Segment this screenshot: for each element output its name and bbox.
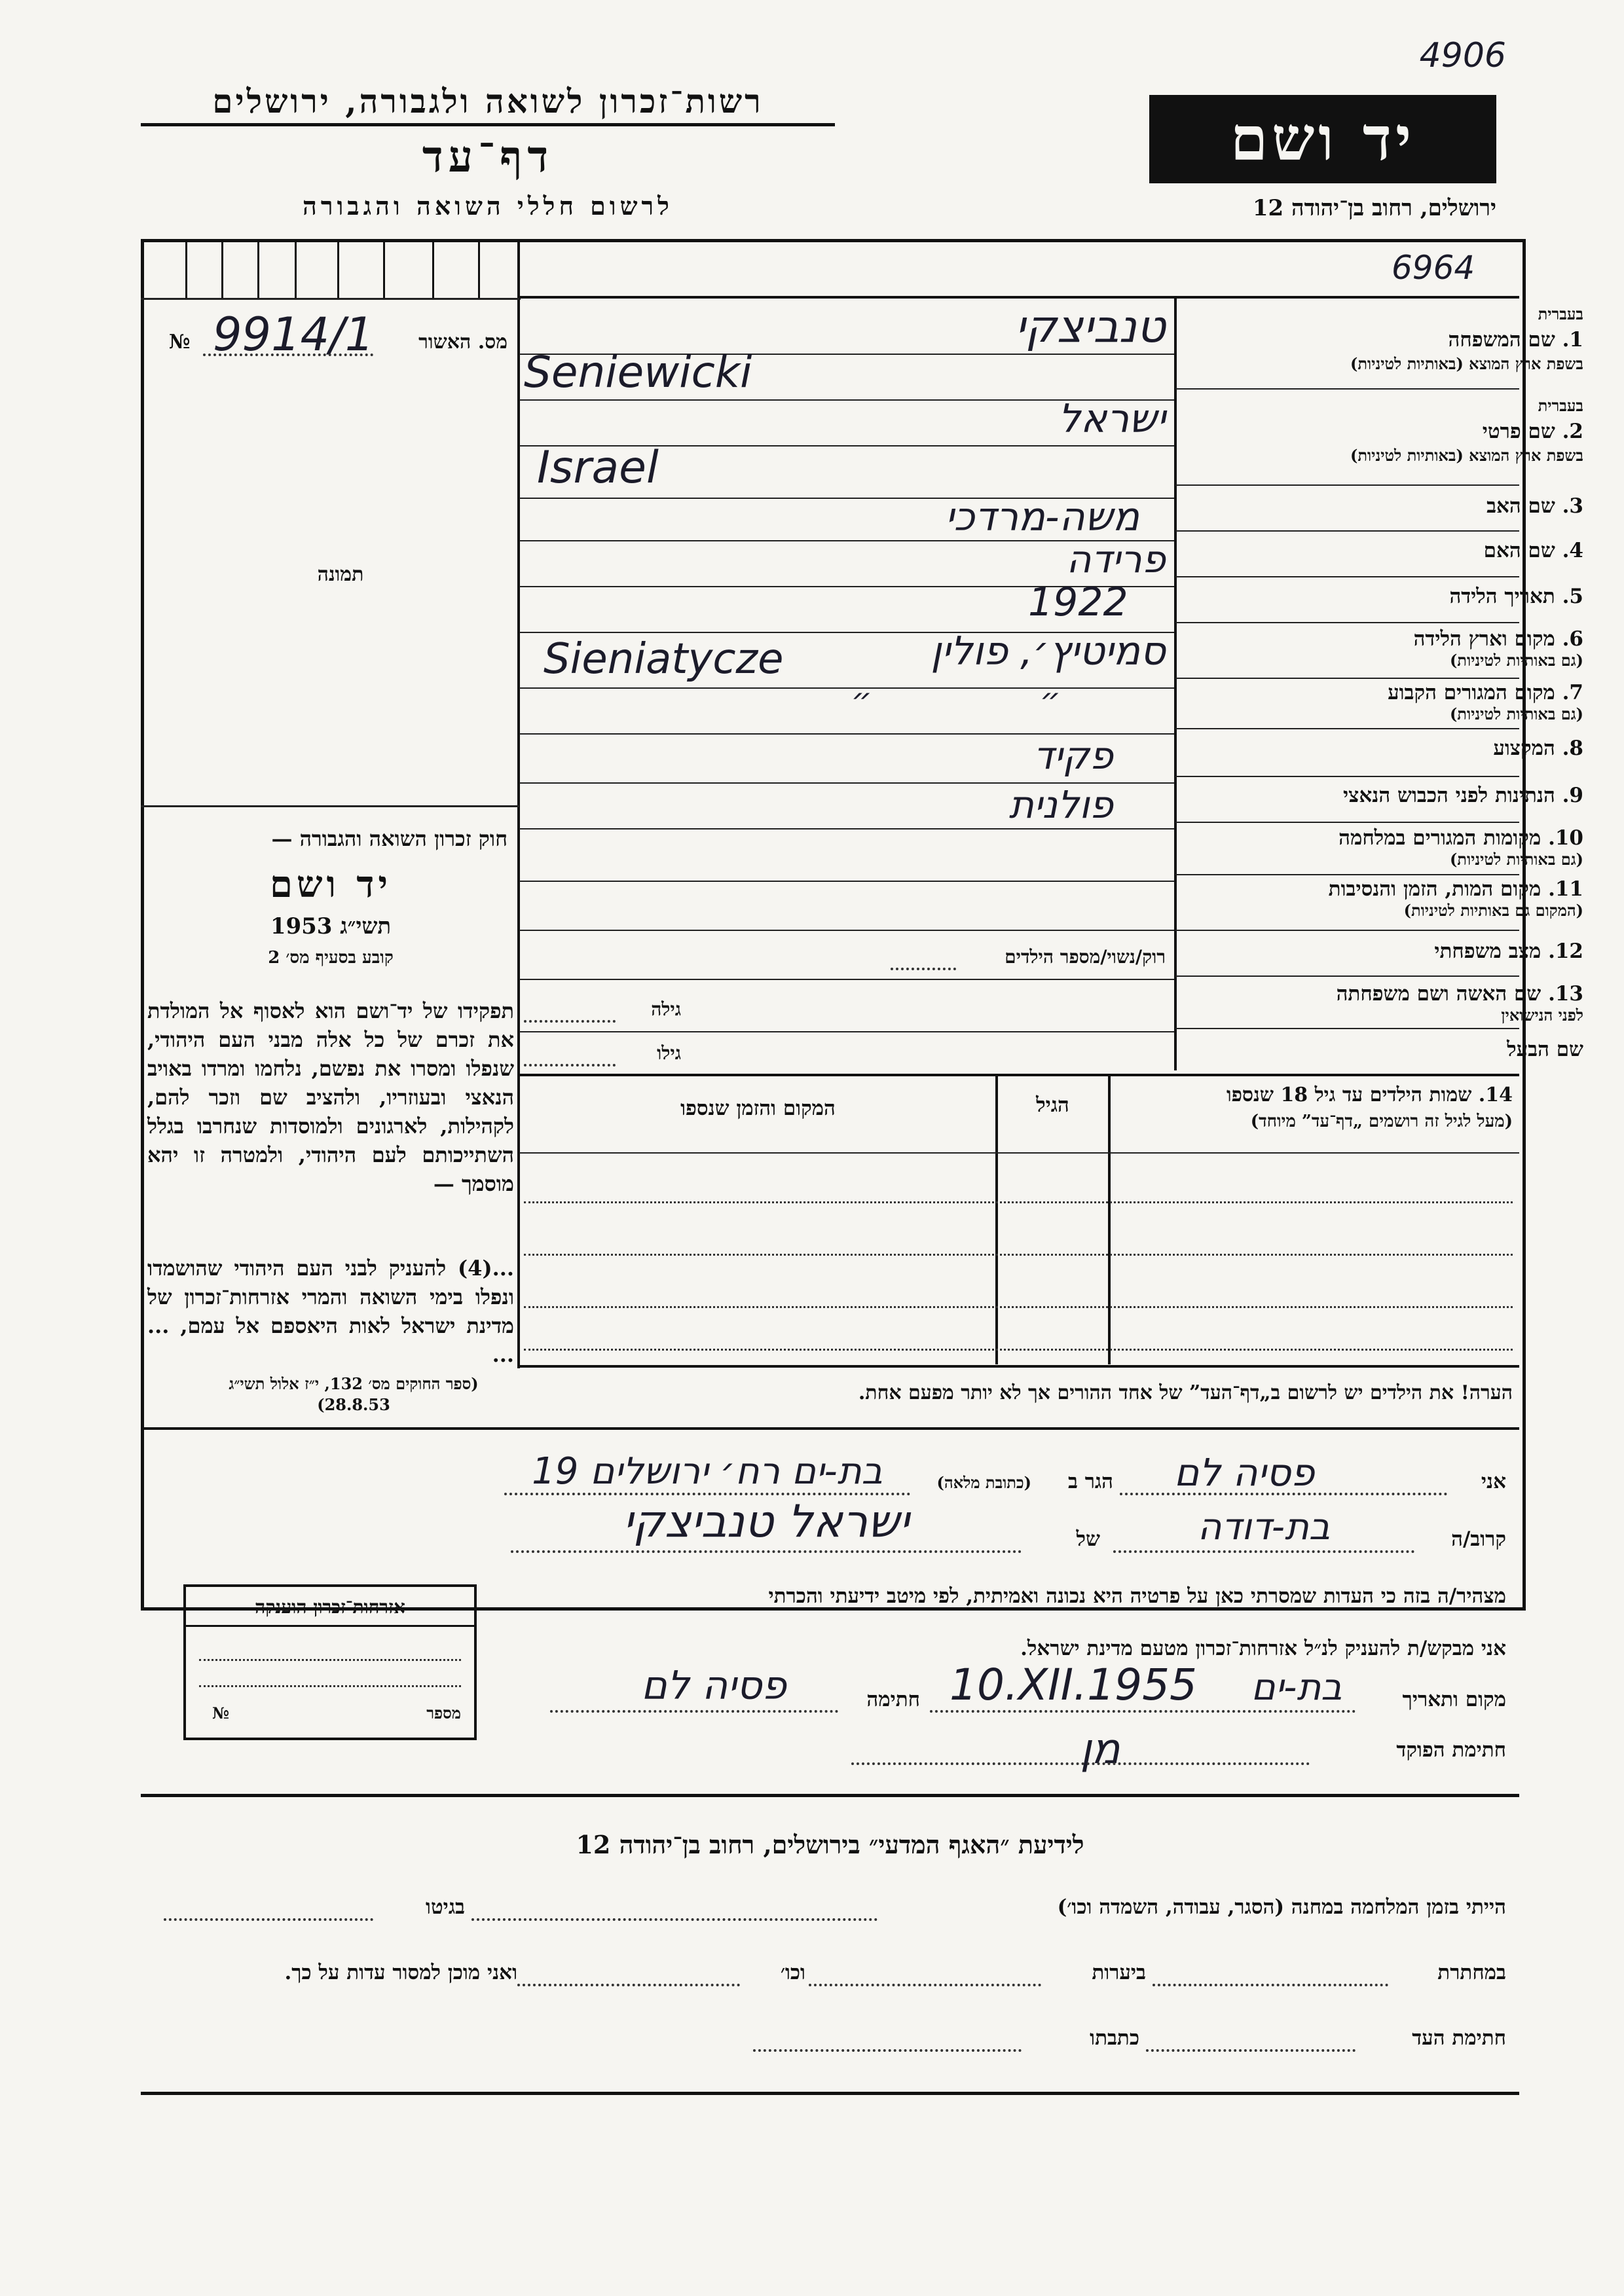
tick [185,241,187,298]
field-3-label-block [1243,494,1583,518]
wife-age-dots [524,1020,616,1023]
row-rule [1175,530,1519,532]
field-2-value-he: ישראל [1058,396,1166,442]
field-10-note: (גם באותיות לטיניות) [1449,850,1583,869]
field-2-label: שם פרטי [1482,420,1555,443]
tick [221,241,223,298]
row-rule [1175,776,1519,777]
decl-place-date-dots [930,1710,1356,1713]
field-5-label-block [1243,585,1583,608]
decl-official-label: חתימת הפוקד [1396,1738,1506,1762]
top-band-rule [519,296,1519,299]
remark-bottom-rule [141,1427,1519,1430]
children-age-header: הגיל [1036,1093,1069,1117]
children-row [524,1201,1513,1203]
footer-underground-label: במחתרת [1437,1961,1506,1984]
law-title: חוק זכרון השואה והגבורה — [271,826,507,851]
field-6-value-he: סמיטיץ׳, פולין [931,629,1166,674]
footer-forests-label: ביערות [1092,1961,1146,1984]
field-9-value: פולנית [1008,782,1113,827]
decl-resides: הגר ב [1067,1470,1113,1493]
row-rule [1175,484,1519,486]
field-6-value-lat: Sieniatycze [544,635,784,683]
field-2-label-block [1243,396,1583,465]
field-12-num: 12. [1548,939,1583,963]
decl-relative: קרוב/ה [1451,1527,1506,1551]
law-clause: קובע בסעיף מס׳ 2 [268,948,394,968]
law-divider [141,805,519,807]
children-header-rule [519,1152,1519,1154]
field-10-title [1243,826,1583,850]
field-1-latin-label: בשפת ארץ המוצא (באותיות לטיניות) [1350,354,1583,373]
decl-relation: בת-דודה [1197,1506,1331,1548]
field-4-num: 4. [1562,539,1583,562]
approval-dots [203,354,373,356]
tick [432,241,434,298]
decl-request: אני מבקש/ת להעניק לנ״ל אזרחות־זכרון מטעם מדינת ישראל. [1020,1637,1506,1660]
row-rule [1175,930,1519,931]
field-11-label-block [1243,877,1583,920]
footer-bottom-rule [141,2092,1519,2095]
field-5-value: 1922 [1028,579,1128,625]
tick [295,241,297,298]
value-rule [519,828,1174,829]
field-10-num: 10. [1548,826,1583,850]
field-12-label-block [1243,939,1583,963]
header-rule [141,123,835,126]
decl-relation-dots [1113,1550,1414,1553]
field-2-num: 2. [1562,420,1583,443]
footer-address-label: כתבתו [1090,2026,1139,2050]
field-4-label-block [1243,539,1583,562]
field-5-label: תאריך הלידה [1449,585,1555,608]
footer-witness-sig-dots [1146,2049,1356,2052]
approval-prefix: № [169,331,191,354]
decl-official-dots [851,1762,1310,1765]
law-year: תשי״ג 1953 [270,913,392,939]
footer-camp-dots [471,1918,877,1921]
children-row [524,1306,1513,1308]
field-1-value-lat: Seniewicki [524,347,752,397]
decl-signature-label: חתימה [866,1688,920,1711]
husband-age-dots [524,1064,616,1066]
value-rule [519,881,1174,882]
header-address: ירושלים, רחוב בן־יהודה 12 [1252,195,1496,221]
field-11-title [1243,877,1583,901]
field-13-label-block [1243,982,1583,1025]
children-col-divider [1108,1076,1111,1364]
value-rule [519,930,1174,931]
field-4-label: שם האם [1483,539,1555,562]
row-rule [1175,388,1519,390]
tick [337,241,339,298]
field-1-hebrew-label: בעברית [1538,304,1583,323]
field-14-note: (מעל לגיל זה רושמים „דף־עד” מיוחד) [1250,1112,1513,1131]
row-rule [1175,874,1519,875]
law-text-2: ...(4) להעניק לבני העם היהודי שהושמדו ונפלו בימי השואה והמרי אזרחות־זכרון של מדינת ישראל לאות היאספם אל עמם, ... ... [147,1256,514,1367]
citizenship-dots [199,1685,461,1687]
citizenship-num-label: מספר [426,1704,461,1722]
field-9-label-block [1243,784,1583,807]
field-1-label: שם המשפחה [1448,328,1555,352]
husband-label: שם הבעל [1507,1038,1583,1061]
children-row [524,1254,1513,1256]
citizenship-dots [199,1659,461,1661]
row-rule [1175,822,1519,823]
field-12-options: רוק/נשוי/מספר הילדים [1005,946,1166,968]
decl-relative-name-dots [511,1550,1022,1553]
decl-name-dots [1120,1493,1447,1495]
decl-of: של [1076,1527,1100,1551]
decl-signature-dots [550,1710,838,1713]
left-column-divider [517,239,520,1368]
approval-number: 9914/1 [213,308,375,361]
children-place-header: המקום והזמן שנספו [680,1097,836,1120]
decl-official-sig: מן [1080,1725,1120,1774]
field-14-label: שמות הילדים עד גיל 18 שנספו [1226,1084,1472,1106]
footer-etc-label: וכו׳ [780,1961,805,1984]
field-1-label-block [1243,304,1583,374]
footer-testify-label: ואני מוכן למסור עדות על כך. [284,1961,517,1984]
tick [478,241,480,298]
footer-forests-dots [809,1984,1041,1986]
field-9-label: הנתינות לפני הכבוש הנאצי [1343,784,1555,807]
field-13-note: לפני הנישואין [1501,1006,1583,1025]
field-8-label: המקצוע [1493,737,1555,760]
husband-age-label: גילו [657,1042,681,1064]
authority-name: רשות־זכרון לשואה ולגבורה, ירושלים [212,82,764,120]
field-11-note: (המקום גם באותיות לטיניות) [1403,901,1583,920]
field-8-value: פקיד [1033,733,1113,778]
citizenship-num-prefix: № [212,1704,230,1722]
field-13-title [1243,982,1583,1006]
field-6-label-block [1243,627,1583,670]
footer-ghetto-label: בגיטו [426,1895,465,1919]
serial-number: 4906 [1419,36,1506,75]
row-rule [1175,1028,1519,1029]
form-title: דף־עד [422,131,554,182]
field-9-num: 9. [1562,784,1583,807]
field-6-note: (גם באותיות לטיניות) [1449,651,1583,670]
field-5-num: 5. [1562,585,1583,608]
decl-relative-name: ישראל טנביצקי [623,1496,910,1548]
tick [383,241,385,298]
field-3-label: שם האב [1486,494,1555,518]
field-2-latin-label: בשפת ארץ המוצא (באותיות לטיניות) [1350,446,1583,465]
children-top-rule [519,1074,1519,1076]
tick [257,241,259,298]
photo-label: תמונה [317,563,364,586]
field-11-num: 11. [1548,877,1583,901]
field-11-label: מקום המות, הזמן והנסיבות [1328,877,1541,901]
decl-address-hint: (כתובת מלאה) [936,1473,1031,1492]
law-text-1: תפקידו של יד־ושם הוא לאסוף אל המולדת את זכרם של כל אלה מבני העם היהודי, שנפלו ומסרו את נפשם, נלחמו ומרדו באויב הנאצי ובעוזריו, ולהציב שם וזכר להם, לקהילות, לארגונים ולמוסדות שנחרבו בגלל השתייכותם לעם היהודי, ולמטרה זו יהא מוסמך — [147,998,514,1196]
field-10-label-block [1243,826,1583,869]
field-6-num: 6. [1562,627,1583,651]
row-rule [1175,728,1519,729]
decl-address: בת-ים רח׳ ירושלים 19 [532,1450,883,1493]
field-2-hebrew-label: בעברית [1538,396,1583,415]
field-13-num: 13. [1548,982,1583,1006]
field-7-label-block [1243,681,1583,724]
row-rule [1175,576,1519,577]
footer-ghetto-dots [164,1918,373,1921]
field-3-num: 3. [1562,494,1583,518]
value-rule [519,979,1174,980]
decl-signature: פסיה לם [640,1663,786,1709]
footer-underground-dots [1153,1984,1388,1986]
law-source: (ספר החוקים מס׳ 132, י״ז אלול תשי״ג 28.8.53) [229,1374,479,1414]
field-14-num: 14. [1478,1084,1513,1106]
form-subtitle: לרשום חללי השואה והגבורה [303,191,673,221]
field-7-label: מקום המגורים הקבוע [1388,681,1555,704]
tick-row-line [141,298,521,300]
field-13-label: שם האשה ושם משפחתה [1336,982,1541,1006]
field-10-label: מקומות המגורים במלחמה [1338,826,1541,850]
husband-label-block [1243,1038,1583,1061]
decl-statement: מצהיר/ה בזה כי העדות שמסרתי כאן על פרטיה היא נכונה ואמיתית, לפי מיטב ידיעתי והכרתי [768,1584,1506,1608]
field-14-title [1113,1084,1513,1106]
decl-place: בת-ים [1251,1666,1342,1709]
field-2-value-lat: Israel [537,442,659,494]
field-7-value: ״ ״ [851,681,1139,719]
field-7-num: 7. [1562,681,1583,704]
yad-vashem-logo [1149,95,1496,183]
law-name: יד ושם [269,863,392,906]
field-7-note: (גם באותיות לטיניות) [1449,704,1583,723]
row-rule [1175,678,1519,679]
field-1-title [1243,328,1583,352]
footer-camp-label: הייתי בזמן המלחמה במחנה (הסגר, עבודה, השמדה וכו׳) [1057,1895,1506,1919]
label-column-divider [1174,298,1177,1070]
remark-text: הערה! את הילדים יש לרשום ב„דף־העד” של אחד ההורים אך לא יותר מפעם אחת. [858,1381,1513,1404]
field-2-title [1243,420,1583,443]
decl-date: 10.XII.1955 [950,1660,1198,1710]
children-col-divider [995,1076,998,1364]
row-rule [1175,622,1519,623]
field-1-value-he: טנביצקי [1015,301,1166,353]
approval-label: מס. האשור [418,331,507,354]
decl-place-date-label: מקום ותאריך [1402,1688,1506,1711]
field-8-num: 8. [1562,737,1583,760]
decl-address-dots [504,1493,910,1495]
form-number-hand: 6964 [1392,249,1475,287]
footer-top-rule [141,1794,1519,1797]
field-7-title [1243,681,1583,704]
decl-name: פסיה לם [1173,1450,1315,1495]
citizenship-box [183,1584,477,1740]
footer-etc-dots [517,1984,740,1986]
decl-ani: אני [1481,1470,1506,1493]
field-12-label: מצב משפחתי [1434,939,1541,963]
wife-age-label: גילה [651,998,681,1020]
field-14-header [1113,1084,1513,1131]
field-12-dots [891,968,956,970]
field-6-label: מקום וארץ הלידה [1413,627,1555,651]
footer-witness-sig-label: חתימת העד [1412,2026,1506,2050]
children-row [524,1349,1513,1351]
field-4-value: פרידה [1066,537,1166,581]
value-rule [519,1031,1174,1032]
field-3-value: משה-מרדכי [945,494,1139,540]
citizenship-title: אזרחות־זכרון הוענקה [186,1587,474,1627]
field-1-num: 1. [1562,328,1583,352]
row-rule [1175,975,1519,977]
remark-top-rule [519,1365,1519,1368]
field-6-title [1243,627,1583,651]
footer-address-dots [753,2049,1022,2052]
footer-title: לידיעת ״האגף המדעי״ בירושלים, רחוב בן־יהודה 12 [576,1830,1084,1859]
field-8-label-block [1243,737,1583,760]
logo-text: יד ושם [1230,103,1416,174]
